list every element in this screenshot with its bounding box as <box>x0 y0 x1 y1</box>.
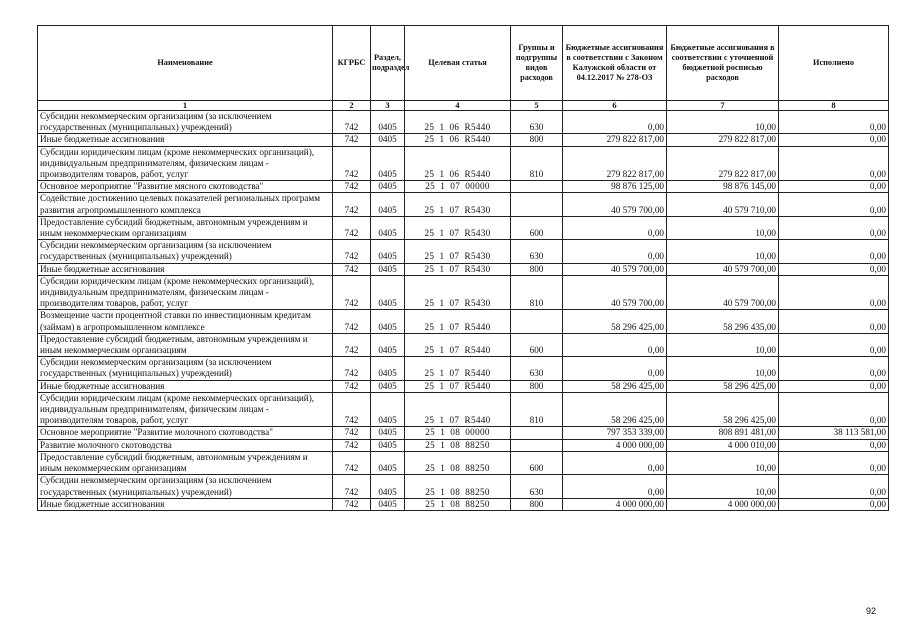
row-executed-amount: 0,00 <box>779 333 889 356</box>
row-executed-amount: 0,00 <box>779 146 889 181</box>
row-refined-amount: 279 822 817,00 <box>667 146 779 181</box>
row-refined-amount: 808 891 481,00 <box>667 427 779 439</box>
row-expense-group <box>511 193 563 216</box>
row-refined-amount: 10,00 <box>667 216 779 239</box>
row-expense-group: 630 <box>511 111 563 134</box>
row-executed-amount: 0,00 <box>779 275 889 310</box>
table-row <box>38 451 889 474</box>
row-executed-amount: 0,00 <box>779 451 889 474</box>
row-name: Иные бюджетные ассигнования <box>38 134 333 146</box>
row-kgrbs: 742 <box>333 439 371 451</box>
row-kgrbs: 742 <box>333 275 371 310</box>
row-section: 0405 <box>371 439 405 451</box>
row-executed-amount: 0,00 <box>779 475 889 498</box>
row-expense-group: 600 <box>511 451 563 474</box>
row-law-amount: 797 353 339,00 <box>563 427 667 439</box>
row-section: 0405 <box>371 146 405 181</box>
row-section: 0405 <box>371 134 405 146</box>
row-target-article: 25 1 08 88250 <box>405 498 511 510</box>
row-name: Субсидии некоммерческим организациям (за исключением государственных (муниципальных) учреждений) <box>38 475 333 498</box>
row-target-article: 25 1 07 R5440 <box>405 357 511 380</box>
row-target-article: 25 1 06 R5440 <box>405 111 511 134</box>
row-law-amount: 4 000 000,00 <box>563 498 667 510</box>
row-refined-amount: 10,00 <box>667 475 779 498</box>
table-row <box>38 193 889 216</box>
column-number: 5 <box>511 101 563 111</box>
row-expense-group: 810 <box>511 392 563 427</box>
row-name: Субсидии некоммерческим организациям (за исключением государственных (муниципальных) учреждений) <box>38 111 333 134</box>
row-name: Субсидии некоммерческим организациям (за исключением государственных (муниципальных) учреждений) <box>38 357 333 380</box>
row-refined-amount: 40 579 700,00 <box>667 275 779 310</box>
table-row <box>38 475 889 498</box>
row-target-article: 25 1 07 R5440 <box>405 310 511 333</box>
row-name: Иные бюджетные ассигнования <box>38 263 333 275</box>
row-kgrbs: 742 <box>333 134 371 146</box>
row-target-article: 25 1 07 R5430 <box>405 275 511 310</box>
header-refined: Бюджетные ассигнования в соответствии с уточненной бюджетной росписью расходов <box>667 26 779 101</box>
row-law-amount: 58 296 425,00 <box>563 380 667 392</box>
table-row <box>38 392 889 427</box>
row-executed-amount: 0,00 <box>779 357 889 380</box>
row-law-amount: 40 579 700,00 <box>563 193 667 216</box>
row-target-article: 25 1 07 R5430 <box>405 193 511 216</box>
row-section: 0405 <box>371 475 405 498</box>
table-row <box>38 439 889 451</box>
budget-table <box>37 25 889 511</box>
row-refined-amount: 98 876 145,00 <box>667 181 779 193</box>
row-expense-group: 800 <box>511 380 563 392</box>
row-section: 0405 <box>371 240 405 263</box>
row-refined-amount: 40 579 700,00 <box>667 263 779 275</box>
row-expense-group <box>511 181 563 193</box>
row-target-article: 25 1 07 R5440 <box>405 392 511 427</box>
row-section: 0405 <box>371 310 405 333</box>
column-number: 7 <box>667 101 779 111</box>
table-row <box>38 216 889 239</box>
column-number: 6 <box>563 101 667 111</box>
row-name: Возмещение части процентной ставки по инвестиционным кредитам (займам) в агропромышленном комплексе <box>38 310 333 333</box>
row-refined-amount: 40 579 710,00 <box>667 193 779 216</box>
row-target-article: 25 1 06 R5440 <box>405 146 511 181</box>
header-target: Целевая статья <box>405 26 511 101</box>
header-groups: Группы и подгруппы видов расходов <box>511 26 563 101</box>
row-section: 0405 <box>371 380 405 392</box>
row-kgrbs: 742 <box>333 263 371 275</box>
column-number: 3 <box>371 101 405 111</box>
table-row <box>38 240 889 263</box>
row-section: 0405 <box>371 498 405 510</box>
row-law-amount: 40 579 700,00 <box>563 263 667 275</box>
row-name: Основное мероприятие "Развитие молочного скотоводства" <box>38 427 333 439</box>
row-name: Предоставление субсидий бюджетным, автономным учреждениям и иным некоммерческим организациям <box>38 216 333 239</box>
table-row <box>38 275 889 310</box>
column-number: 4 <box>405 101 511 111</box>
row-law-amount: 98 876 125,00 <box>563 181 667 193</box>
row-refined-amount: 10,00 <box>667 357 779 380</box>
row-target-article: 25 1 07 R5440 <box>405 380 511 392</box>
row-name: Субсидии некоммерческим организациям (за исключением государственных (муниципальных) учреждений) <box>38 240 333 263</box>
table-row <box>38 134 889 146</box>
column-number: 2 <box>333 101 371 111</box>
row-target-article: 25 1 08 88250 <box>405 439 511 451</box>
row-kgrbs: 742 <box>333 240 371 263</box>
row-expense-group: 810 <box>511 146 563 181</box>
table-row <box>38 427 889 439</box>
header-kgrbs: КГРБС <box>333 26 371 101</box>
row-target-article: 25 1 07 R5430 <box>405 216 511 239</box>
row-executed-amount: 0,00 <box>779 216 889 239</box>
table-row <box>38 181 889 193</box>
row-refined-amount: 10,00 <box>667 451 779 474</box>
header-executed: Исполнено <box>779 26 889 101</box>
row-section: 0405 <box>371 427 405 439</box>
row-executed-amount: 0,00 <box>779 310 889 333</box>
row-expense-group: 800 <box>511 263 563 275</box>
row-kgrbs: 742 <box>333 357 371 380</box>
row-refined-amount: 279 822 817,00 <box>667 134 779 146</box>
row-expense-group: 630 <box>511 240 563 263</box>
header-section: Раздел, подраздел <box>371 26 405 101</box>
column-number: 1 <box>38 101 333 111</box>
row-kgrbs: 742 <box>333 475 371 498</box>
row-expense-group: 800 <box>511 498 563 510</box>
row-kgrbs: 742 <box>333 216 371 239</box>
row-executed-amount: 0,00 <box>779 111 889 134</box>
row-expense-group: 600 <box>511 333 563 356</box>
row-law-amount: 279 822 817,00 <box>563 134 667 146</box>
table-row <box>38 310 889 333</box>
row-law-amount: 0,00 <box>563 333 667 356</box>
row-refined-amount: 58 296 425,00 <box>667 380 779 392</box>
row-executed-amount: 0,00 <box>779 240 889 263</box>
row-expense-group <box>511 310 563 333</box>
row-section: 0405 <box>371 193 405 216</box>
row-law-amount: 0,00 <box>563 111 667 134</box>
row-law-amount: 279 822 817,00 <box>563 146 667 181</box>
row-refined-amount: 58 296 425,00 <box>667 392 779 427</box>
row-target-article: 25 1 06 R5440 <box>405 134 511 146</box>
table-row <box>38 498 889 510</box>
row-name: Иные бюджетные ассигнования <box>38 380 333 392</box>
row-refined-amount: 4 000 000,00 <box>667 498 779 510</box>
row-refined-amount: 10,00 <box>667 333 779 356</box>
row-executed-amount: 0,00 <box>779 181 889 193</box>
row-expense-group <box>511 439 563 451</box>
row-expense-group <box>511 427 563 439</box>
row-executed-amount: 0,00 <box>779 498 889 510</box>
row-section: 0405 <box>371 392 405 427</box>
page-number: 92 <box>866 606 877 616</box>
column-number: 8 <box>779 101 889 111</box>
row-section: 0405 <box>371 357 405 380</box>
header-row <box>38 26 889 101</box>
row-kgrbs: 742 <box>333 380 371 392</box>
table-row <box>38 146 889 181</box>
row-name: Субсидии юридическим лицам (кроме некоммерческих организаций), индивидуальным предпринимателям, физическим лицам - производителям товаров, работ, услуг <box>38 146 333 181</box>
header-law: Бюджетные ассигнования в соответствии с Законом Калужской области от 04.12.2017 № 278-ОЗ <box>563 26 667 101</box>
row-law-amount: 40 579 700,00 <box>563 275 667 310</box>
row-kgrbs: 742 <box>333 392 371 427</box>
row-refined-amount: 10,00 <box>667 240 779 263</box>
table-row <box>38 333 889 356</box>
row-executed-amount: 0,00 <box>779 439 889 451</box>
row-kgrbs: 742 <box>333 193 371 216</box>
row-law-amount: 58 296 425,00 <box>563 392 667 427</box>
row-law-amount: 4 000 000,00 <box>563 439 667 451</box>
row-kgrbs: 742 <box>333 181 371 193</box>
row-target-article: 25 1 08 88250 <box>405 451 511 474</box>
row-target-article: 25 1 07 R5430 <box>405 240 511 263</box>
header-name: Наименование <box>38 26 333 101</box>
row-name: Предоставление субсидий бюджетным, автономным учреждениям и иным некоммерческим организациям <box>38 451 333 474</box>
table-row <box>38 263 889 275</box>
row-law-amount: 0,00 <box>563 475 667 498</box>
row-refined-amount: 10,00 <box>667 111 779 134</box>
row-expense-group: 630 <box>511 357 563 380</box>
row-name: Содействие достижению целевых показателей региональных программ развития агропромышленного комплекса <box>38 193 333 216</box>
row-name: Предоставление субсидий бюджетным, автономным учреждениям и иным некоммерческим организациям <box>38 333 333 356</box>
row-executed-amount: 0,00 <box>779 263 889 275</box>
column-numbers-row <box>38 101 889 111</box>
row-kgrbs: 742 <box>333 498 371 510</box>
row-target-article: 25 1 08 88250 <box>405 475 511 498</box>
row-section: 0405 <box>371 333 405 356</box>
row-expense-group: 810 <box>511 275 563 310</box>
table-row <box>38 380 889 392</box>
row-name: Субсидии юридическим лицам (кроме некоммерческих организаций), индивидуальным предпринимателям, физическим лицам - производителям товаров, работ, услуг <box>38 275 333 310</box>
row-executed-amount: 38 113 581,00 <box>779 427 889 439</box>
row-kgrbs: 742 <box>333 146 371 181</box>
row-name: Субсидии юридическим лицам (кроме некоммерческих организаций), индивидуальным предпринимателям, физическим лицам - производителям товаров, работ, услуг <box>38 392 333 427</box>
row-law-amount: 0,00 <box>563 240 667 263</box>
row-target-article: 25 1 07 00000 <box>405 181 511 193</box>
row-section: 0405 <box>371 111 405 134</box>
row-target-article: 25 1 07 R5440 <box>405 333 511 356</box>
row-executed-amount: 0,00 <box>779 193 889 216</box>
row-law-amount: 0,00 <box>563 357 667 380</box>
row-executed-amount: 0,00 <box>779 380 889 392</box>
row-executed-amount: 0,00 <box>779 392 889 427</box>
row-executed-amount: 0,00 <box>779 134 889 146</box>
row-expense-group: 600 <box>511 216 563 239</box>
row-law-amount: 0,00 <box>563 451 667 474</box>
table-row <box>38 357 889 380</box>
row-kgrbs: 742 <box>333 451 371 474</box>
row-refined-amount: 4 000 010,00 <box>667 439 779 451</box>
table-row <box>38 111 889 134</box>
row-kgrbs: 742 <box>333 333 371 356</box>
row-expense-group: 630 <box>511 475 563 498</box>
row-section: 0405 <box>371 216 405 239</box>
table-body <box>38 111 889 511</box>
row-section: 0405 <box>371 181 405 193</box>
row-section: 0405 <box>371 275 405 310</box>
row-section: 0405 <box>371 451 405 474</box>
row-expense-group: 800 <box>511 134 563 146</box>
row-kgrbs: 742 <box>333 111 371 134</box>
row-law-amount: 0,00 <box>563 216 667 239</box>
row-kgrbs: 742 <box>333 427 371 439</box>
row-refined-amount: 58 296 435,00 <box>667 310 779 333</box>
row-law-amount: 58 296 425,00 <box>563 310 667 333</box>
row-kgrbs: 742 <box>333 310 371 333</box>
row-name: Иные бюджетные ассигнования <box>38 498 333 510</box>
row-target-article: 25 1 07 R5430 <box>405 263 511 275</box>
row-name: Основное мероприятие "Развитие мясного скотоводства" <box>38 181 333 193</box>
row-section: 0405 <box>371 263 405 275</box>
row-target-article: 25 1 08 00000 <box>405 427 511 439</box>
row-name: Развитие молочного скотоводства <box>38 439 333 451</box>
